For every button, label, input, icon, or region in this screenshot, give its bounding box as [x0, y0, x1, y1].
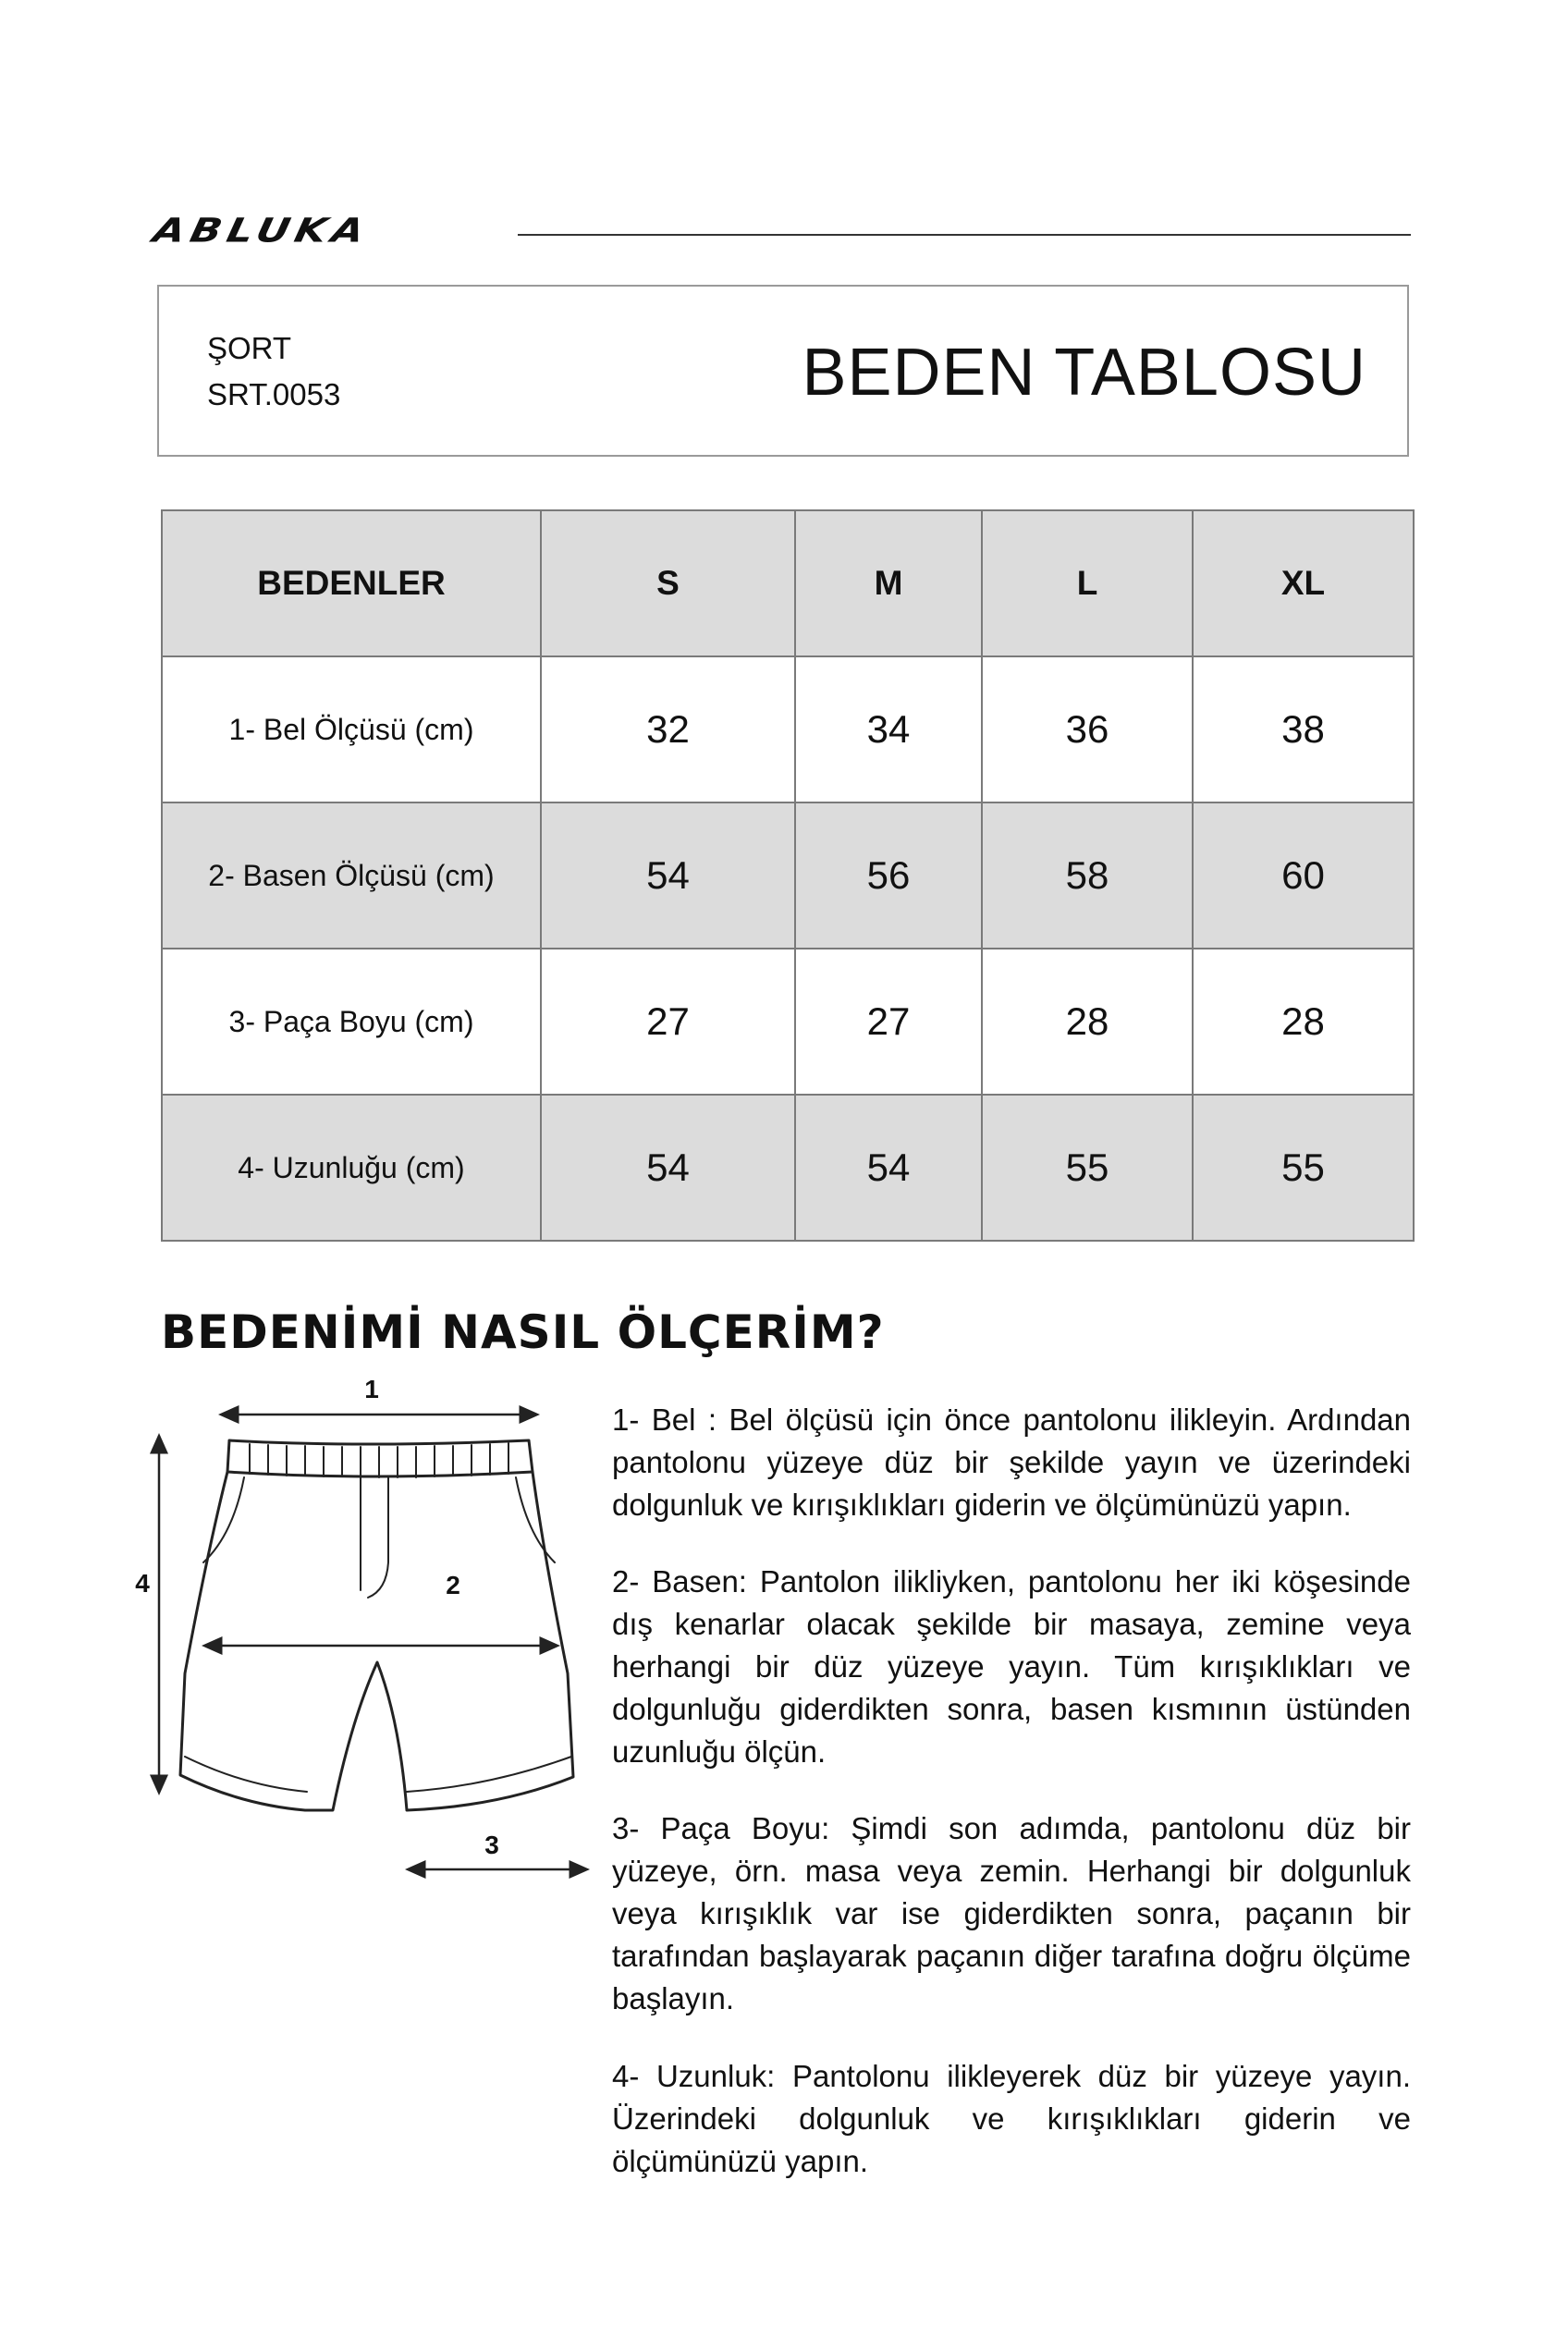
- table-cell: 28: [982, 949, 1193, 1095]
- table-cell: 54: [541, 1095, 795, 1241]
- diagram-label-hip: 2: [446, 1571, 460, 1599]
- column-header: XL: [1193, 510, 1414, 656]
- column-header: L: [982, 510, 1193, 656]
- column-header: S: [541, 510, 795, 656]
- table-cell: 36: [982, 656, 1193, 802]
- instruction-leg-opening: 3- Paça Boyu: Şimdi son adımda, pantolonu düz bir yüzeye, örn. masa veya zemin. Herhangi bir dolgunluk veya kırışıklık var ise giderdikten sonra, paçanın bir tarafından başlayarak paçanın diğer tarafına doğru ölçüme başlayın.: [612, 1811, 1411, 2015]
- table-cell: 28: [1193, 949, 1414, 1095]
- table-cell: 38: [1193, 656, 1414, 802]
- column-header: BEDENLER: [162, 510, 541, 656]
- table-cell: 56: [795, 802, 982, 949]
- instruction-hip: 2- Basen: Pantolon ilikliyken, pantolonu her iki köşesinde dış kenarlar olacak şekilde bir masaya, zemine veya herhangi bir düz yüzeye yayın. Tüm kırışıklıkları ve dolgunluğu giderdikten sonra, basen kısmının üstünden uzunluğu ölçün.: [612, 1564, 1411, 1769]
- column-header: M: [795, 510, 982, 656]
- shorts-outline-icon: [129, 1368, 610, 1886]
- product-code: SRT.0053: [207, 377, 341, 411]
- table-cell: 60: [1193, 802, 1414, 949]
- table-cell: 55: [982, 1095, 1193, 1241]
- table-row: [162, 802, 1414, 949]
- table-cell: 54: [541, 802, 795, 949]
- size-table: [161, 509, 1415, 1242]
- table-row: [162, 656, 1414, 802]
- table-row: [162, 949, 1414, 1095]
- howto-title: BEDENİMİ NASIL ÖLÇERİM?: [161, 1305, 885, 1359]
- diagram-label-leg-opening: 3: [484, 1831, 499, 1859]
- table-cell: 32: [541, 656, 795, 802]
- instruction-waist: 1- Bel : Bel ölçüsü için önce pantolonu ilikleyin. Ardından pantolonu yüzeye düz bir şekilde yayın ve üzerindeki dolgunluk ve kırışıklıkları giderin ve ölçümünüzü yapın.: [612, 1403, 1411, 1522]
- diagram-label-waist: 1: [364, 1375, 379, 1403]
- brand-logo: ABLUKA: [149, 211, 374, 251]
- instruction-length: 4- Uzunluk: Pantolonu ilikleyerek düz bir yüzeye yayın. Üzerindeki dolgunluk ve kırışıklıkları giderin ve ölçümünüzü yapın.: [612, 2059, 1411, 2178]
- row-label: 4- Uzunluğu (cm): [162, 1095, 541, 1241]
- table-cell: 27: [541, 949, 795, 1095]
- table-cell: 55: [1193, 1095, 1414, 1241]
- table-row: [162, 1095, 1414, 1241]
- row-label: 3- Paça Boyu (cm): [162, 949, 541, 1095]
- page-title: BEDEN TABLOSU: [802, 336, 1366, 410]
- row-label: 2- Basen Ölçüsü (cm): [162, 802, 541, 949]
- row-label: 1- Bel Ölçüsü (cm): [162, 656, 541, 802]
- table-cell: 54: [795, 1095, 982, 1241]
- table-cell: 58: [982, 802, 1193, 949]
- product-type: ŞORT: [207, 331, 292, 365]
- table-cell: 27: [795, 949, 982, 1095]
- table-cell: 34: [795, 656, 982, 802]
- header-divider: [518, 234, 1411, 236]
- diagram-label-length: 4: [135, 1569, 150, 1598]
- table-header-row: [162, 510, 1414, 656]
